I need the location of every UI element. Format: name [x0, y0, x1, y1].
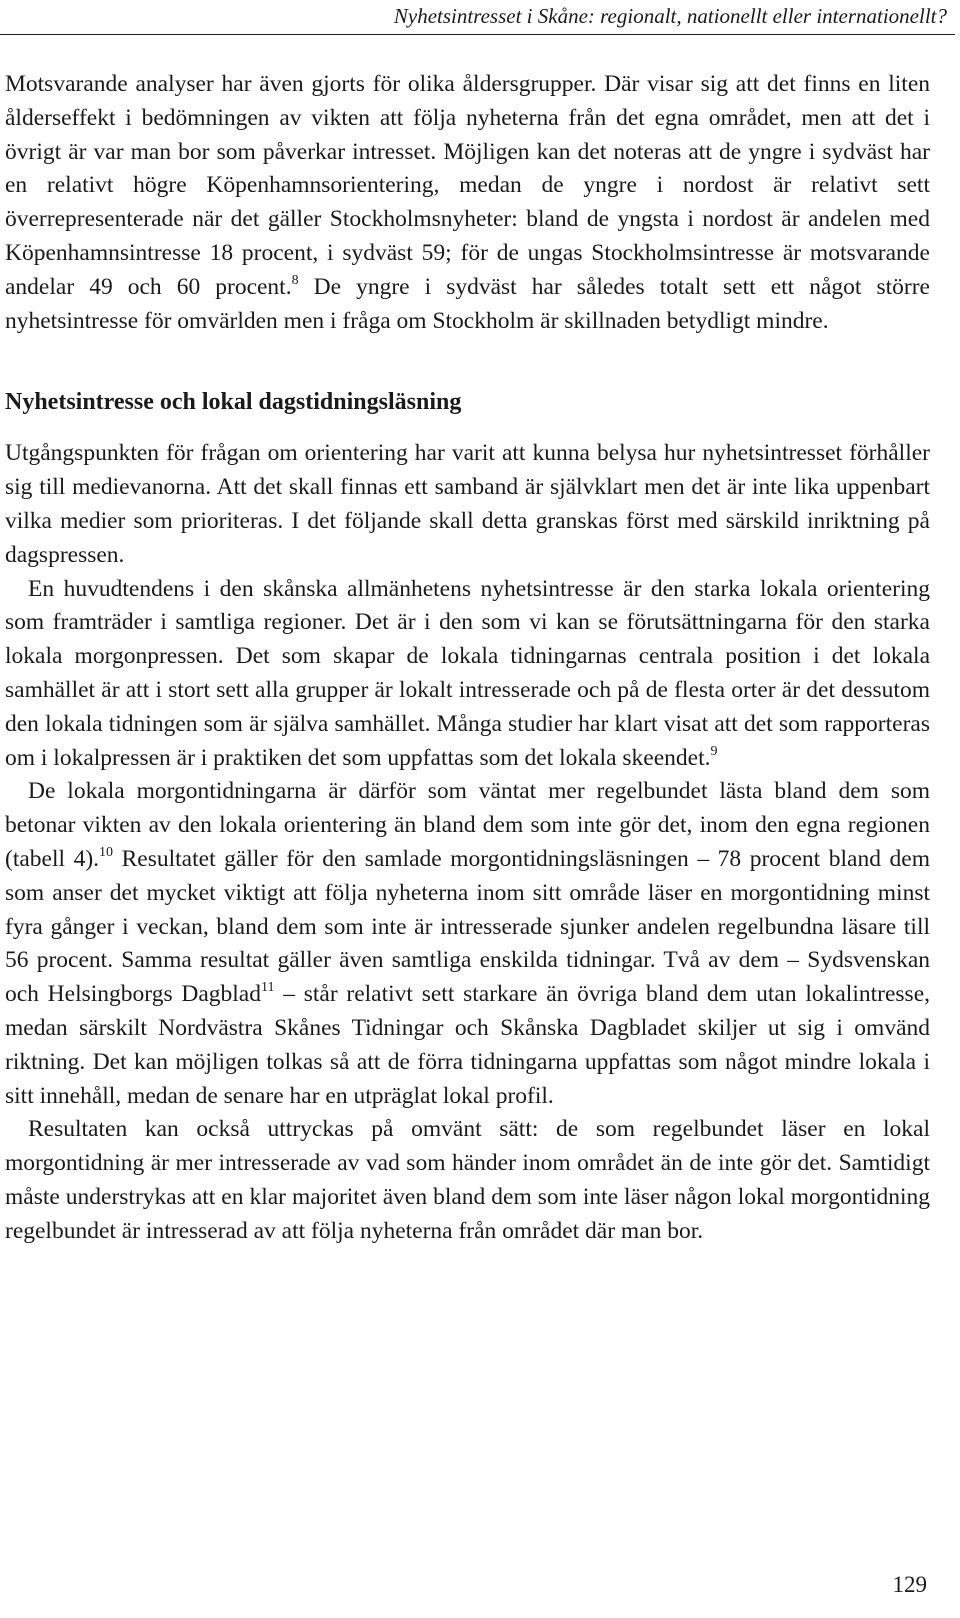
paragraph-text: Resultatet gäller för den samlade morgontidningsläsningen – 78 procent bland dem som anser det mycket viktigt att följa nyheterna inom sitt område läser en morgontidning minst fyra gånger i veckan, bland dem som inte är intresserade sjunker andelen regelbundna läsare till 56 procent. Samma resultat gäller även samtliga enskilda tidningar. Två av dem – Sydsvenskan och Helsingborgs Dagblad: [5, 845, 930, 1008]
paragraph-text: De yngre i sydväst har således totalt sett ett något större nyhetsintresse för omvärlden men i fråga om Stockholm är skillnaden betydligt mindre.: [5, 273, 930, 334]
section-heading: Nyhetsintresse och lokal dagstidningsläsning: [5, 389, 462, 416]
paragraph-text: – står relativt sett starkare än övriga bland dem utan lokalintresse, medan särskilt Nordvästra Skånes Tidningar och Skånska Dagbladet skiljer ut sig i omvänd riktning. Det kan möjligen tolkas så att de förra tidningarna uppfattas som något mindre lokala i sitt innehåll, medan de senare har en utpräglat lokal profil.: [5, 981, 930, 1109]
paragraph-text: En huvudtendens i den skånska allmänhetens nyhetsintresse är den starka lokala orientering som framträder i samtliga regioner. Det är i den som vi kan se förutsättningarna för den starka lokala morgonpressen. Det som skapar de lokala tidningarnas centrala position i det lokala samhället är att i stort sett alla grupper är lokalt intresserade och på de flesta orter är det dessutom den lokala tidningen som är själva samhället. Många studier har klart visat att det som rapporteras om i lokalpressen är i praktiken det som uppfattas som det lokala skeendet.: [5, 575, 930, 771]
running-title: Nyhetsintresset i Skåne: regionalt, nationellt eller internationellt?: [393, 4, 947, 28]
paragraph-p3: [5, 573, 930, 776]
footnote-marker: 8: [291, 272, 299, 288]
intro-paragraphs: [5, 68, 930, 338]
footnote-marker: 9: [710, 743, 718, 759]
footnote-marker: 11: [260, 980, 275, 996]
paragraph-p1: [5, 68, 930, 338]
paragraph-text: Motsvarande analyser har även gjorts för olika åldersgrupper. Där visar sig att det finns en liten ålderseffekt i bedömningen av vikten att följa nyheterna från det egna området, men att det i övrigt är var man bor som påverkar intresset. Möjligen kan det noteras att de yngre i sydväst har en relativt högre Köpenhamnsorientering, medan de yngre i nordost är relativt sett överrepresenterade när det gäller Stockholmsnyheter: bland de yngsta i nordost är andelen med Köpenhamnsintresse 18 procent, i sydväst 59; för de ungas Stockholmsintresse är motsvarande andelar 49 och 60 procent.: [5, 71, 930, 300]
running-header: [0, 0, 955, 35]
paragraph-text: Resultaten kan också uttryckas på omvänt sätt: de som regelbundet läser en lokal morgontidning är mer intresserade av vad som händer inom området än de inte gör det. Samtidigt måste understrykas att en klar majoritet även bland dem som inte läser någon lokal morgontidning regelbundet är intresserad av att följa nyheterna från området där man bor.: [5, 1116, 930, 1244]
paragraph-text: Utgångspunkten för frågan om orientering har varit att kunna belysa hur nyhetsintresset förhåller sig till medievanorna. Att det skall finnas ett samband är självklart men det är inte lika uppenbart vilka medier som prioriteras. I det följande skall detta granskas först med särskild inriktning på dagspressen.: [5, 440, 930, 568]
paragraph-p5: [5, 1113, 930, 1248]
section-paragraphs: [5, 437, 930, 1248]
page-body: [5, 68, 930, 1249]
page-number: 129: [892, 1572, 927, 1597]
paragraph-p4: [5, 775, 930, 1113]
paragraph-p2: [5, 437, 930, 572]
paragraph-text: De lokala morgontidningarna är därför som väntat mer regelbundet lästa bland dem som betonar vikten av den lokala orientering än bland dem som inte gör det, inom den egna regionen (tabell 4).: [5, 778, 930, 872]
footnote-marker: 10: [99, 844, 114, 860]
